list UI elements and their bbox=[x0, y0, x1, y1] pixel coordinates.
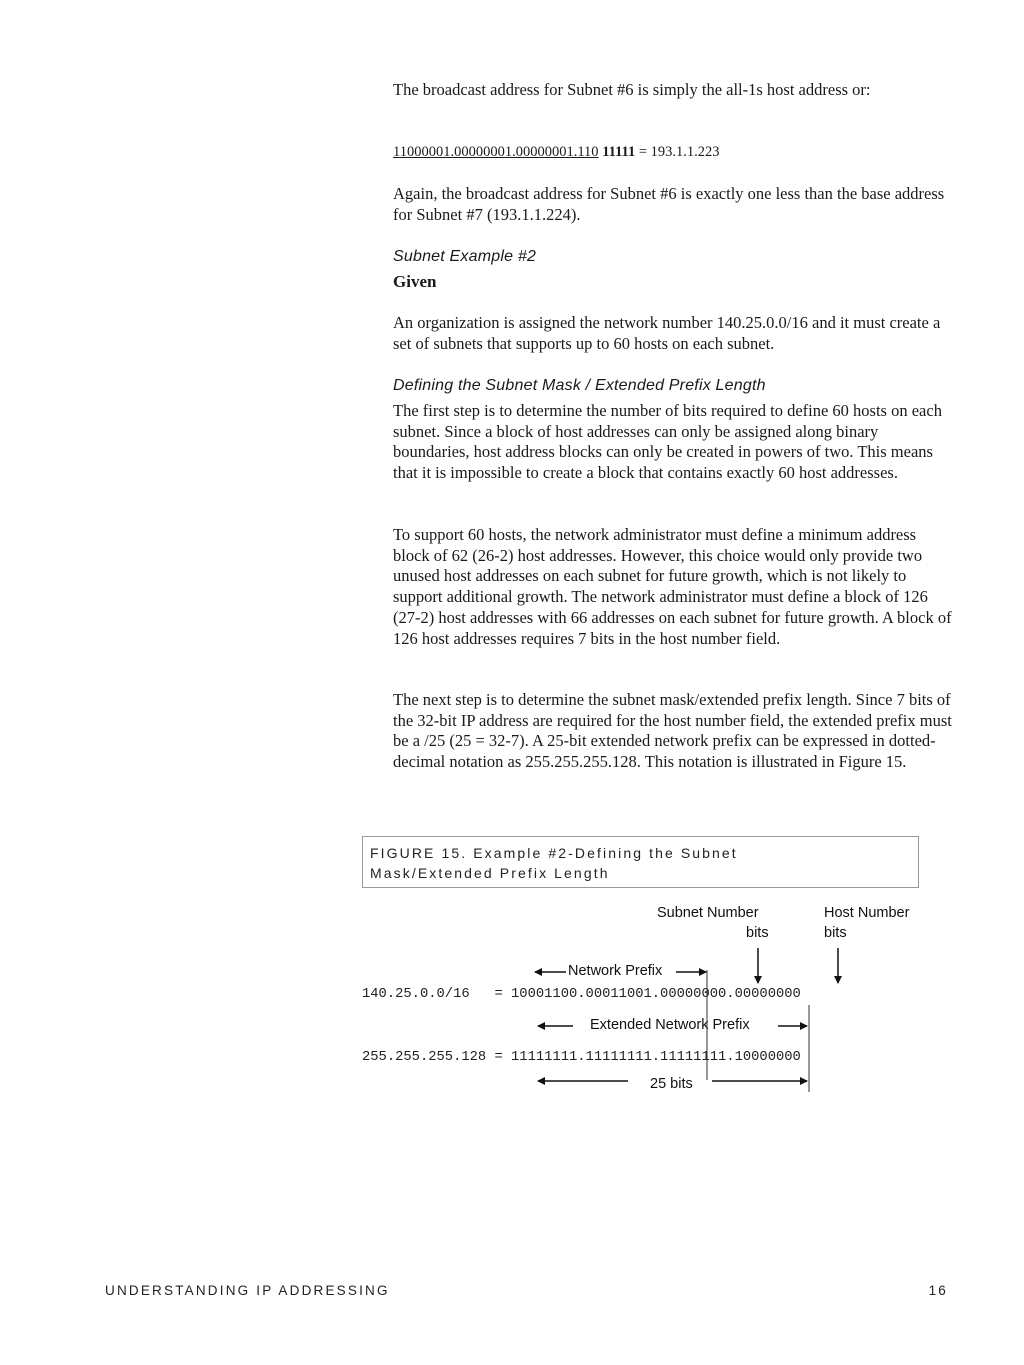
paragraph-given: An organization is assigned the network number 140.25.0.0/16 and it must create a set of subnets that supports up to 60 hosts on each subnet. bbox=[393, 313, 941, 353]
network-prefix-label: Network Prefix bbox=[568, 963, 663, 979]
extended-prefix-label: Extended Network Prefix bbox=[590, 1017, 750, 1033]
heading-defining-mask: Defining the Subnet Mask / Extended Prefix Length bbox=[393, 377, 766, 394]
page-number: 16 bbox=[928, 1283, 948, 1298]
binary-decimal-result: = 193.1.1.223 bbox=[635, 144, 720, 160]
network-address-row: 140.25.0.0/16 = 10001100.00011001.00000000.00000000 bbox=[362, 987, 801, 1002]
subnet-mask-row: 255.255.255.128 = 11111111.11111111.11111111.10000000 bbox=[362, 1050, 801, 1065]
heading-subnet-example: Subnet Example #2 bbox=[393, 248, 537, 265]
paragraph-broadcast-intro: The broadcast address for Subnet #6 is simply the all-1s host address or: bbox=[393, 80, 871, 99]
bits-count-label: 25 bits bbox=[650, 1076, 693, 1092]
paragraph-first-step: The first step is to determine the number of bits required to define 60 hosts on each subnet. Since a block of host addresses can only be assigned along binary boundaries, host address blocks can only be created in powers of two. This means that it is impossible to create a block that contains exactly 60 host addresses. bbox=[393, 401, 942, 483]
host-bits-label: bits bbox=[824, 925, 847, 941]
binary-network-part: 11000001.00000001.00000001.110 bbox=[393, 144, 599, 160]
subnet-number-label: Subnet Number bbox=[657, 905, 759, 921]
binary-host-part: 11111 bbox=[602, 144, 636, 160]
subnet-bits-label: bits bbox=[746, 925, 769, 941]
heading-given: Given bbox=[393, 272, 437, 291]
footer-title: UNDERSTANDING IP ADDRESSING bbox=[105, 1283, 390, 1298]
figure-caption-line-1: FIGURE 15. Example #2-Defining the Subnet bbox=[370, 845, 738, 861]
paragraph-next-step: The next step is to determine the subnet mask/extended prefix length. Since 7 bits of the 32-bit IP address are required for the host number field, the extended prefix must be a /25 (25 = 32-7). A 25-bit extended network prefix can be expressed in dotted-decimal notation as 255.255.255.128. This notation is illustrated in Figure 15. bbox=[393, 690, 952, 772]
paragraph-broadcast-again: Again, the broadcast address for Subnet #6 is exactly one less than the base address for Subnet #7 (193.1.1.224). bbox=[393, 184, 945, 224]
host-number-label: Host Number bbox=[824, 905, 910, 921]
paragraph-support-hosts: To support 60 hosts, the network administrator must define a minimum address block of 62 (26-2) host addresses. However, this choice would only provide two unused host addresses on each subnet for future growth, which is not likely to support additional growth. The network administrator must define a block of 126 (27-2) host addresses with 66 addresses on each subnet for future growth. A block of 126 host addresses requires 7 bits in the host number field. bbox=[393, 525, 952, 648]
figure-caption-line-2: Mask/Extended Prefix Length bbox=[370, 865, 610, 881]
